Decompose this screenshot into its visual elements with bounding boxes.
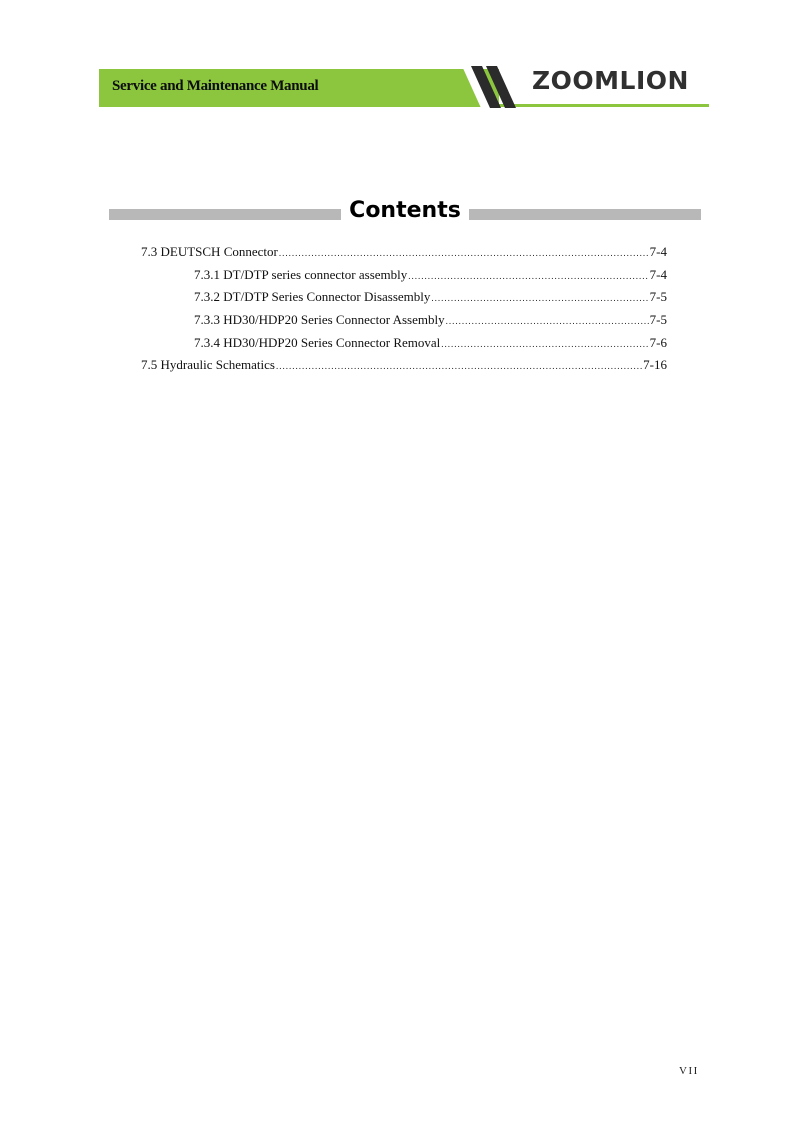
toc-dot-leader [276, 361, 642, 371]
toc-entry[interactable] [141, 357, 667, 380]
manual-title: Service and Maintenance Manual [112, 78, 319, 94]
toc-entry-title: 7.3.2 DT/DTP Series Connector Disassembly [194, 289, 431, 305]
header-green-rule [99, 104, 709, 107]
heading-bar-left [109, 209, 341, 220]
page-header [0, 0, 793, 120]
toc-entry-title: 7.3.4 HD30/HDP20 Series Connector Removal [194, 334, 441, 350]
toc-entry-page: 7-6 [649, 334, 667, 350]
toc-entry-title: 7.3 DEUTSCH Connector [141, 244, 278, 259]
zoomlion-logo-text: ZOOMLION [532, 66, 689, 95]
toc-entry[interactable] [141, 289, 667, 312]
toc-dot-leader [408, 271, 648, 281]
page-number: VII [679, 1065, 699, 1077]
contents-title: Contents [349, 198, 461, 223]
toc-entry[interactable] [141, 267, 667, 290]
table-of-contents [141, 244, 667, 380]
toc-entry[interactable] [141, 312, 667, 335]
toc-dot-leader [446, 316, 649, 326]
toc-dot-leader [431, 293, 648, 303]
toc-entry-page: 7-5 [649, 312, 667, 328]
toc-entry-title: 7.3.1 DT/DTP series connector assembly [194, 266, 408, 282]
toc-entry[interactable] [141, 335, 667, 358]
toc-entry-page: 7-16 [643, 357, 667, 373]
contents-heading [109, 198, 701, 228]
toc-entry-title: 7.3.3 HD30/HDP20 Series Connector Assembly [194, 312, 445, 328]
toc-dot-leader [279, 248, 649, 258]
toc-dot-leader [441, 339, 648, 349]
toc-entry-title: 7.5 Hydraulic Schematics [141, 357, 275, 373]
toc-entry[interactable] [141, 244, 667, 267]
toc-entry-page: 7-5 [649, 289, 667, 305]
toc-entry-page: 7-4 [649, 244, 667, 259]
toc-entry-page: 7-4 [649, 266, 667, 282]
zoomlion-slash-logo-icon [462, 66, 522, 108]
heading-bar-right [469, 209, 701, 220]
